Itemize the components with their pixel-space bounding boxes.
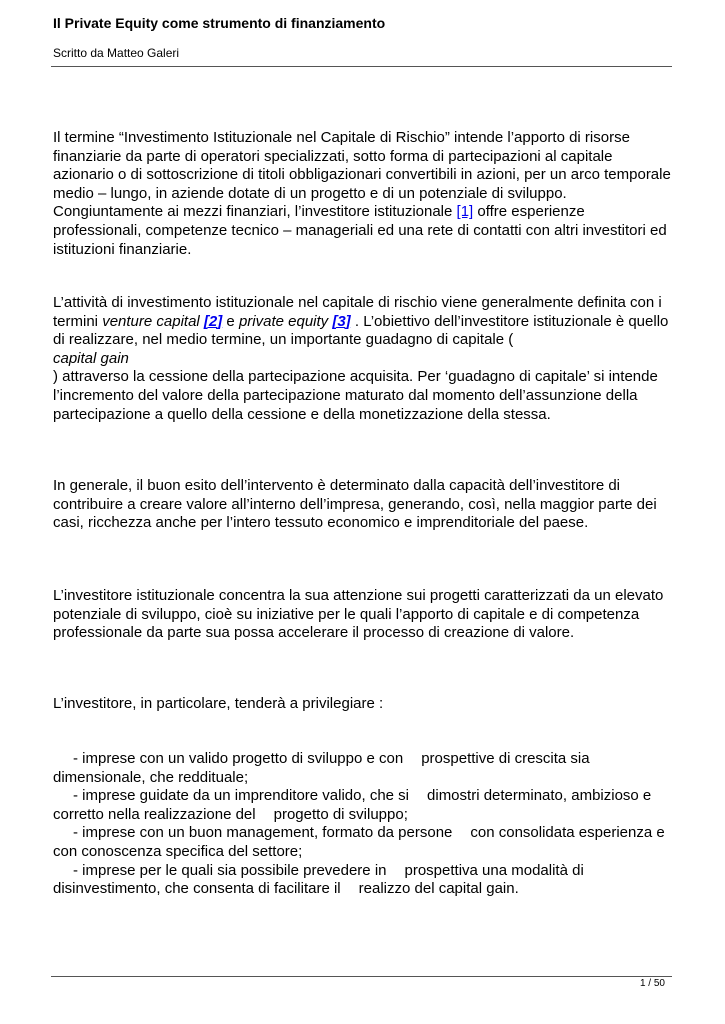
paragraph-2-conj: e (222, 312, 239, 330)
article-author: Scritto da Matteo Galeri (53, 46, 180, 60)
list-item-continuation: corretto nella realizzazione del progetto di sviluppo; (53, 805, 408, 823)
footnote-link-2[interactable]: [2] (203, 312, 223, 330)
list-item-continuation: dimensionale, che reddituale; (53, 768, 249, 786)
page-number: 1 / 50 (639, 978, 665, 989)
paragraph-1 (53, 129, 675, 259)
list-item-continuation: disinvestimento, che consenta di facilitare il realizzo del capital gain. (53, 880, 519, 898)
paragraph-5: L’investitore, in particolare, tenderà a privilegiare : (53, 695, 384, 712)
footer-divider (51, 976, 672, 977)
list-item: - imprese con un valido progetto di sviluppo e con prospettive di crescita sia (73, 750, 590, 767)
article-title: Il Private Equity come strumento di finanziamento (53, 15, 386, 31)
term-capital-gain: capital gain (53, 349, 129, 367)
footnote-link-1[interactable]: [1] (456, 203, 474, 221)
paragraph-4: L’investitore istituzionale concentra la sua attenzione sui progetti caratterizzati da un elevato potenziale di sviluppo, cioè su iniziative per le quali l’apporto di capitale e di competenza professionale da parte sua possa accelerare il processo di creazione di valore. (53, 587, 664, 642)
paragraph-2-text-b: . L’obiettivo dell’investitore istituzionale è quello di realizzare, nel medio termine, un importante guadagno di capitale ( (53, 312, 669, 349)
paragraph-2-text-a: L’attività di investimento istituzionale nel capitale di rischio viene generalmente definita con i termini (53, 294, 662, 330)
footnote-link-3[interactable]: [3] (332, 312, 351, 330)
paragraph-2 (53, 294, 675, 424)
list-item: - imprese con un buon management, formato da persone con consolidata esperienza e (73, 824, 665, 842)
header-divider (51, 66, 672, 67)
term-private-equity: private equity (238, 312, 329, 330)
paragraph-1-text-b: offre esperienze professionali, competenze tecnico – manageriali ed una rete di contatti con altri investitori ed istituzioni finanziarie. (53, 203, 667, 258)
paragraph-2-text-c: ) attraverso la cessione della partecipazione acquisita. Per ‘guadagno di capitale’ si intende l’incremento del valore della partecipazione maturato dal momento dell’assunzione della partecipazione a quello della cessione e della monetizzazione della stessa. (53, 368, 658, 423)
paragraph-3: In generale, il buon esito dell’intervento è determinato dalla capacità dell’investitore di contribuire a creare valore all’interno dell’impresa, generando, così, nella maggior parte dei casi, ricchezza anche per l’intero tessuto economico e imprenditoriale del paese. (53, 477, 657, 532)
list-item: - imprese per le quali sia possibile prevedere in prospettiva una modalità di (73, 861, 584, 879)
criteria-list (53, 750, 675, 899)
term-venture-capital: venture capital (102, 312, 200, 330)
list-item-continuation: con conoscenza specifica del settore; (53, 842, 303, 860)
paragraph-1-text-a: Il termine “Investimento Istituzionale nel Capitale di Rischio” intende l’apporto di risorse finanziarie da parte di operatori specializzati, sotto forma di partecipazioni al capitale azionario o di sottoscrizione di titoli obbligazionari convertibili in azioni, per un arco temporale medio – lungo, in aziende dotate di un progetto e di un potenziale di sviluppo. Congiuntamente ai mezzi finanziari, l’investitore istituzionale (53, 129, 671, 221)
list-item: - imprese guidate da un imprenditore valido, che si dimostri determinato, ambizioso e (73, 787, 652, 805)
